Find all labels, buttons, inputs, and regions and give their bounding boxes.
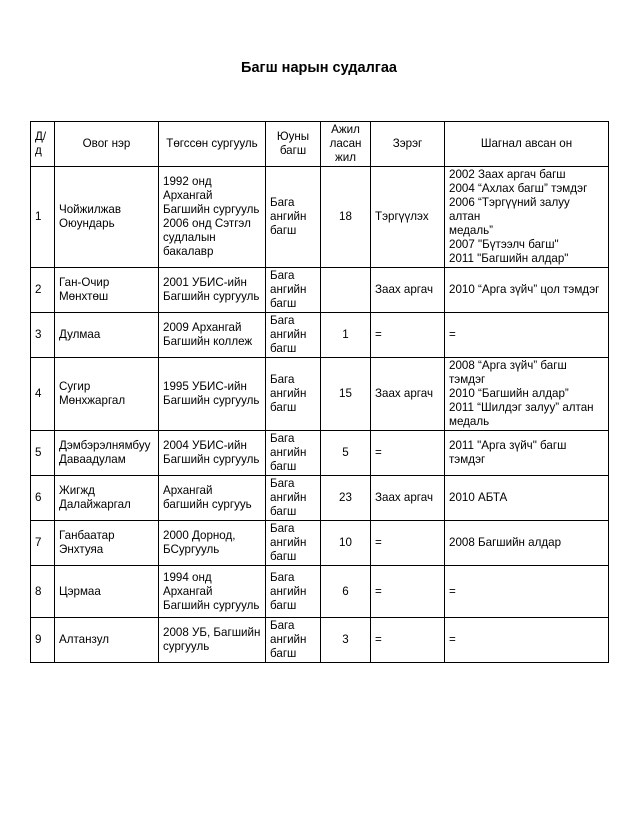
cell-name-line: Жигжд <box>59 484 95 497</box>
cell-num: 3 <box>31 313 55 358</box>
cell-school-line: судлалын <box>163 231 216 244</box>
cell-awards <box>445 476 609 521</box>
cell-name-line: Даваадулам <box>59 453 126 466</box>
cell-name-line: Алтанзул <box>59 633 110 646</box>
cell-awards <box>445 431 609 476</box>
cell-title-line: багш <box>270 505 297 518</box>
cell-awards <box>445 313 609 358</box>
header-awards: Шагнал авсан он <box>445 122 609 167</box>
page-title: Багш нарын судалгаа <box>241 60 397 76</box>
cell-name-line: Далайжаргал <box>59 498 131 511</box>
cell-awards-line: 2010 АБТА <box>449 491 508 504</box>
cell-rank: Тэргүүлэх <box>371 167 445 268</box>
cell-name <box>55 268 159 313</box>
cell-name-line: Ганбаатар <box>59 529 115 542</box>
cell-school-line: Архангай <box>163 189 213 202</box>
header-title-line: Юуны <box>276 130 310 143</box>
cell-title <box>266 313 321 358</box>
cell-title-line: ангийн <box>270 536 307 549</box>
cell-school-line: 1995 УБИС-ийн <box>163 380 247 393</box>
cell-rank: = <box>371 566 445 618</box>
cell-title-line: ангийн <box>270 387 307 400</box>
cell-awards-line: тэмдэг <box>449 453 486 466</box>
header-years-line: Ажил <box>331 123 360 136</box>
cell-rank: = <box>371 313 445 358</box>
cell-title-line: Бага <box>270 619 295 632</box>
cell-title <box>266 566 321 618</box>
cell-school-line: бакалавр <box>163 245 214 258</box>
header-num-line: д <box>35 144 42 157</box>
cell-title-line: багш <box>270 550 297 563</box>
cell-awards <box>445 618 609 663</box>
cell-awards-line: 2002 Заах аргач багш <box>449 168 566 181</box>
header-years <box>321 122 371 167</box>
cell-name <box>55 167 159 268</box>
cell-awards-line: 2008 Багшийн алдар <box>449 536 562 549</box>
cell-years: 23 <box>321 476 371 521</box>
table-row <box>31 566 609 618</box>
cell-num: 9 <box>31 618 55 663</box>
cell-school-line: Архангай <box>163 484 213 497</box>
cell-title <box>266 431 321 476</box>
cell-rank: = <box>371 618 445 663</box>
header-years-line: жил <box>335 151 356 164</box>
cell-title-line: ангийн <box>270 210 307 223</box>
cell-name-line: Энхтуяа <box>59 543 104 556</box>
cell-title-line: багш <box>270 598 297 612</box>
cell-years: 18 <box>321 167 371 268</box>
cell-name <box>55 618 159 663</box>
cell-school-line: 2000 Дорнод, <box>163 529 236 542</box>
cell-years: 1 <box>321 313 371 358</box>
cell-school-line: Архангай <box>163 584 213 598</box>
teachers-table <box>30 121 609 663</box>
cell-years: 15 <box>321 358 371 431</box>
cell-title-line: Бага <box>270 522 295 535</box>
cell-years: 5 <box>321 431 371 476</box>
header-name: Овог нэр <box>55 122 159 167</box>
cell-title-line: Бага <box>270 196 295 209</box>
table-row <box>31 431 609 476</box>
cell-awards-line: 2011 "Арга зүйч" багш <box>449 439 567 452</box>
cell-name <box>55 358 159 431</box>
cell-num: 4 <box>31 358 55 431</box>
header-years-line: ласан <box>329 137 362 150</box>
cell-awards-line: 2011 "Багшийн алдар" <box>449 252 569 265</box>
cell-name-line: Мөнхтөш <box>59 290 109 303</box>
cell-school-line: багшийн сургууь <box>163 498 252 511</box>
cell-awards-line: 2006 “Тэргүүний залуу алтан <box>449 196 570 223</box>
cell-awards-line: тэмдэг <box>449 373 486 386</box>
cell-title-line: багш <box>270 647 297 660</box>
cell-school <box>159 521 266 566</box>
cell-school-line: БСургууль <box>163 543 220 556</box>
cell-school <box>159 431 266 476</box>
cell-name-line: Мөнхжаргал <box>59 394 126 407</box>
cell-rank: = <box>371 431 445 476</box>
cell-title-line: ангийн <box>270 491 307 504</box>
cell-num: 8 <box>31 566 55 618</box>
cell-awards-line: = <box>449 633 456 646</box>
cell-school-line: 2009 Архангай <box>163 321 242 334</box>
cell-awards <box>445 521 609 566</box>
cell-name <box>55 566 159 618</box>
cell-num: 1 <box>31 167 55 268</box>
cell-awards-line: 2011 “Шилдэг залуу” алтан <box>449 401 594 414</box>
cell-name-line: Ган-Очир <box>59 276 110 289</box>
cell-title-line: багш <box>270 224 297 237</box>
header-title-line: багш <box>279 144 307 157</box>
cell-years <box>321 268 371 313</box>
cell-school <box>159 566 266 618</box>
cell-rank: Заах аргач <box>371 358 445 431</box>
cell-title <box>266 167 321 268</box>
cell-title <box>266 618 321 663</box>
cell-name <box>55 521 159 566</box>
cell-title-line: Бага <box>270 314 295 327</box>
cell-awards <box>445 358 609 431</box>
cell-title-line: ангийн <box>270 584 307 598</box>
cell-title-line: Бага <box>270 570 295 584</box>
cell-num: 7 <box>31 521 55 566</box>
header-rank: Зэрэг <box>371 122 445 167</box>
cell-title <box>266 521 321 566</box>
cell-name-line: Сугир <box>59 380 91 393</box>
cell-years: 3 <box>321 618 371 663</box>
cell-awards-line: = <box>449 328 456 341</box>
table-row <box>31 268 609 313</box>
cell-rank: = <box>371 521 445 566</box>
cell-awards-line: медаль <box>449 415 490 428</box>
cell-awards-line: = <box>449 584 456 598</box>
cell-awards-line: 2004 “Ахлах багш” тэмдэг <box>449 182 588 195</box>
cell-awards <box>445 268 609 313</box>
cell-awards-line: 2008 “Арга зүйч” багш <box>449 359 567 372</box>
cell-school-line: Багшийн сургууль <box>163 453 260 466</box>
cell-title-line: багш <box>270 297 297 310</box>
cell-school-line: Багшийн сургууль <box>163 394 260 407</box>
header-school: Төгссөн сургууль <box>159 122 266 167</box>
cell-years: 10 <box>321 521 371 566</box>
cell-title-line: багш <box>270 460 297 473</box>
cell-name-line: Оюундарь <box>59 217 115 230</box>
cell-school-line: 1994 онд <box>163 570 212 584</box>
cell-title <box>266 268 321 313</box>
cell-name <box>55 431 159 476</box>
table-row <box>31 313 609 358</box>
cell-school-line: Багшийн сургууль <box>163 203 260 216</box>
header-num <box>31 122 55 167</box>
cell-awards <box>445 167 609 268</box>
cell-school <box>159 268 266 313</box>
cell-school <box>159 358 266 431</box>
cell-school <box>159 313 266 358</box>
table-row <box>31 521 609 566</box>
cell-awards-line: 2010 “Багшийн алдар” <box>449 387 569 400</box>
cell-school-line: Багшийн сургууль <box>163 598 260 612</box>
header-num-line: Д/ <box>35 130 47 143</box>
cell-title-line: багш <box>270 401 297 414</box>
cell-title-line: Бага <box>270 477 295 490</box>
cell-title-line: багш <box>270 342 297 355</box>
cell-school-line: 2006 онд Сэтгэл <box>163 217 251 230</box>
cell-title-line: ангийн <box>270 446 307 459</box>
cell-name <box>55 476 159 521</box>
cell-num: 5 <box>31 431 55 476</box>
cell-school-line: 2001 УБИС-ийн <box>163 276 247 289</box>
cell-awards-line: 2010 “Арга зүйч” цол тэмдэг <box>449 283 600 296</box>
header-title <box>266 122 321 167</box>
cell-awards-line: медаль” <box>449 224 494 237</box>
cell-num: 6 <box>31 476 55 521</box>
table-row <box>31 476 609 521</box>
cell-title-line: ангийн <box>270 328 307 341</box>
cell-name <box>55 313 159 358</box>
table-row <box>31 167 609 268</box>
cell-num: 2 <box>31 268 55 313</box>
cell-years: 6 <box>321 566 371 618</box>
cell-school-line: 2004 УБИС-ийн <box>163 439 247 452</box>
cell-title-line: ангийн <box>270 633 307 646</box>
cell-awards <box>445 566 609 618</box>
cell-school <box>159 618 266 663</box>
cell-school <box>159 167 266 268</box>
cell-school-line: сургууль <box>163 640 210 653</box>
cell-name-line: Чойжилжав <box>59 203 122 216</box>
cell-title-line: ангийн <box>270 283 307 296</box>
cell-school-line: 2008 УБ, Багшийн <box>163 626 261 639</box>
table-row <box>31 358 609 431</box>
cell-school <box>159 476 266 521</box>
cell-title-line: Бага <box>270 269 295 282</box>
cell-awards-line: 2007 "Бүтээлч багш" <box>449 238 559 251</box>
cell-name-line: Дэмбэрэлнямбуу <box>59 439 151 452</box>
cell-title-line: Бага <box>270 373 295 386</box>
cell-rank: Заах аргач <box>371 476 445 521</box>
header-row <box>31 122 609 167</box>
cell-school-line: Багшийн коллеж <box>163 335 253 348</box>
cell-title <box>266 476 321 521</box>
cell-school-line: Багшийн сургууль <box>163 290 260 303</box>
cell-school-line: 1992 онд <box>163 175 212 188</box>
table-row <box>31 618 609 663</box>
cell-title-line: Бага <box>270 432 295 445</box>
cell-rank: Заах аргач <box>371 268 445 313</box>
cell-title <box>266 358 321 431</box>
cell-name-line: Дулмаа <box>59 328 101 341</box>
cell-name-line: Цэрмаа <box>59 584 101 598</box>
